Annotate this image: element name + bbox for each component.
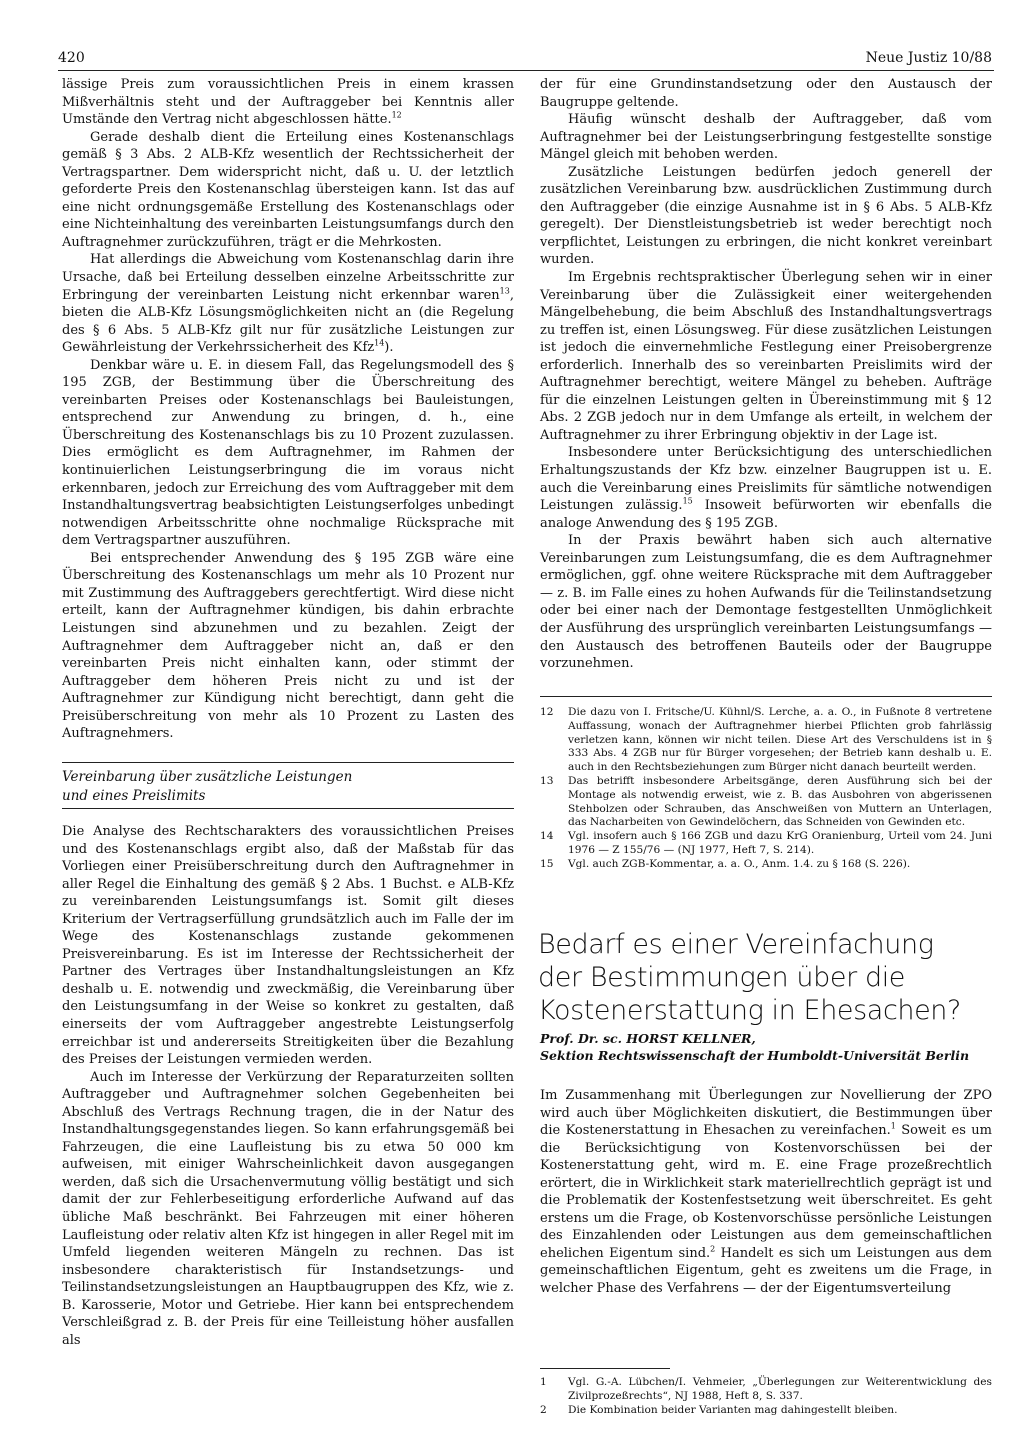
paragraph: Häufig wünscht deshalb der Auftraggeber, daß vom Auftragnehmer bei der Leistungserbringung festgestellte sonstige Mängel gleich mit behoben werden.	[540, 112, 992, 163]
article-body	[540, 1087, 992, 1298]
paragraph: lässige Preis zum voraussichtlichen Preis in einem krassen Mißverhältnis steht und der Auftraggeber bei Kenntnis aller Umstände den Vertrag nicht abgeschlossen hätte.$^{12}$	[62, 77, 514, 128]
journal-issue: Neue Justiz 10/88	[865, 50, 992, 66]
article-title: Bedarf es einer Vereinfachung der Bestimmungen über die Kostenerstattung in Ehesachen?	[538, 929, 961, 1026]
footnote: 12 Die dazu von I. Fritsche/U. Kühnl/S. Lerche, a. a. O., in Fußnote 8 vertretene Auffassung, wonach der Auftragnehmer hierbei Pflichten grob fahrlässig verletzen kann, können wir nicht teilen. Diese Art des Verschuldens ist in § 333 Abs. 4 ZGB nur für Bürger vorgesehen; der Betrieb kann deshalb u. E. auch in den Rechtsbeziehungen zum Bürger nicht danach beurteilt werden.	[540, 706, 992, 774]
paragraph: der für eine Grundinstandsetzung oder den Austausch der Baugruppe geltende.	[540, 77, 992, 110]
footnote: 15 Vgl. auch ZGB-Kommentar, a. a. O., Anm. 1.4. zu § 168 (S. 226).	[540, 857, 911, 870]
paragraph: Bei entsprechender Anwendung des § 195 ZGB wäre eine Überschreitung des Kostenanschlags um mehr als 10 Prozent nur mit Zustimmung des Auftraggebers gerechtfertigt. Wird diese nicht erteilt, kann der Auftragnehmer kündigen, bis dahin erbrachte Leistungen sind abzunehmen und zu bezahlen. Zeigt der Auftragnehmer dem Auftraggeber nicht an, daß er den vereinbarten Preis nicht einhalten kann, oder stimmt der Auftraggeber dem höheren Preis nicht zu und ist der Auftragnehmer zur Kündigung nicht berechtigt, dann geht die Preisüberschreitung von mehr als 10 Prozent zu Lasten des Auftragnehmers.	[62, 550, 514, 742]
footnote-ref: 15	[682, 496, 693, 506]
paragraph: Die Analyse des Rechtscharakters des voraussichtlichen Preises und des Kostenanschlags ergibt also, daß der Maßstab für das Vorliegen einer Preisüberschreitung durch den Auftragnehmer in aller Regel die Einhaltung des gemäß § 2 Abs. 1 Buchst. e ALB-Kfz zu vereinbarenden Leistungsumfangs ist. Somit gilt dieses Kriterium der Vertragserfüllung grundsätzlich auch im Falle der im Wege des Kostenanschlags zustande gekommenen Preisvereinbarung. Es ist im Interesse der Rechtssicherheit der Partner des Vertrages über Instandhaltungsleistungen an Kfz deshalb u. E. notwendig und zweckmäßig, die Vereinbarung über den Leistungsumfang in der Weise so konkret zu gestalten, daß einerseits der vom Auftraggeber angestrebte Leistungserfolg erreichbar ist und andererseits Streitigkeiten über die Bezahlung des Preises der Leistungen vermieden werden.	[62, 824, 514, 1068]
footnote-ref: 14	[374, 338, 385, 348]
footnote: 14 Vgl. insofern auch § 166 ZGB und dazu KrG Oranienburg, Urteil vom 24. Juni 1976 — Z 155/76 — (NJ 1977, Heft 7, S. 214).	[540, 830, 992, 856]
paragraph: Im Ergebnis rechtspraktischer Überlegung sehen wir in einer Vereinbarung über die Zulässigkeit einer weitergehenden Mängelbehebung, die beim Abschluß des Instandhaltungsvertrags zu treffen ist, einen Lösungsweg. Für diese zusätzlichen Leistungen ist jedoch die einvernehmliche Festlegung einer Preisobergrenze erforderlich. Innerhalb des so vereinbarten Preislimits wird der Auftragnehmer berechtigt, weitere Mängel zu beheben. Aufträge für die einzelnen Leistungen gelten in Übereinstimmung mit § 12 Abs. 2 ZGB jedoch nur in dem Umfange als erteilt, in welchem der Auftragnehmer zu ihrer Erbringung objektiv in der Lage ist.	[540, 270, 992, 443]
footnote-ref: 2	[710, 1244, 716, 1254]
footnotes-bottom	[540, 1376, 992, 1417]
paragraph: Gerade deshalb dient die Erteilung eines Kostenanschlags gemäß § 3 Abs. 2 ALB-Kfz wesentlich der Rechtssicherheit der Vertragspartner. Dem widerspricht nicht, daß u. U. der letztlich geforderte Preis den Kostenanschlag übersteigen kann. Ist das auf eine nicht ordnungsgemäße Erstellung des Kostenanschlags oder eine Nichteinhaltung des vereinbarten Leistungsumfangs durch den Auftragnehmer zurückzuführen, trägt er die Mehrkosten.	[62, 129, 514, 250]
footnote-ref: 1	[890, 1121, 896, 1131]
paragraph: Insbesondere unter Berücksichtigung des unterschiedlichen Erhaltungszustands der Kfz bzw. einzelner Baugruppen ist u. E. auch die Vereinbarung eines Preislimits für sämtliche notwendigen Leistungen zulässig.$^{15}$ Insoweit befürworten wir ebenfalls die analoge Anwendung des § 195 ZGB.	[540, 445, 993, 531]
footnote-ref: 13	[499, 286, 510, 296]
footnote: 2 Die Kombination beider Varianten mag dahingestellt bleiben.	[540, 1403, 898, 1416]
paragraph: Zusätzliche Leistungen bedürfen jedoch generell der zusätzlichen Vereinbarung bzw. ausdrücklichen Zustimmung durch den Auftraggeber (die einzige Ausnahme ist in § 6 Abs. 5 ALB-Kfz geregelt). Der Dienstleistungsbetrieb ist weder berechtigt noch verpflichtet, Leistungen zu erbringen, die nicht konkret vereinbart wurden.	[540, 164, 992, 268]
footnote-rule	[540, 696, 992, 697]
paragraph: Denkbar wäre u. E. in diesem Fall, das Regelungsmodell des § 195 ZGB, der Bestimmung über die Überschreitung des vereinbarten Preises oder Kostenanschlags bei Bauleistungen, entsprechend zur Anwendung zu bringen, d. h., eine Überschreitung des Kostenanschlags bis zu 10 Prozent zuzulassen. Dies ermöglicht es dem Auftragnehmer, im Rahmen der kontinuierlichen Leistungserbringung die im voraus nicht erkennbaren, jedoch zur Erreichung des vom Auftraggeber mit dem Instandhaltungsvertrag beabsichtigten Leistungserfolges unbedingt notwendigen Arbeitsschritte ohne nochmalige Rücksprache mit dem Vertragspartner auszuführen.	[62, 357, 514, 549]
paragraph: Im Zusammenhang mit Überlegungen zur Novellierung der ZPO wird auch über Möglichkeiten diskutiert, die Bestimmungen über die Kostenerstattung in Ehesachen zu vereinfachen.$^1$ Soweit es um die Berücksichtigung von Kostenvorschüssen bei der Kostenerstattung geht, wird m. E. eine Frage prozeßrechtlich erörtert, die in Wirklichkeit stark materiellrechtlich geprägt ist und die Problematik der Kostenfestsetzung weit überschreitet. Es geht erstens um die Frage, ob Kostenvorschüsse persönliche Leistungen des Einzahlenden oder Leistungen aus dem gemeinschaftlichen ehelichen Eigentum sind.$^2$ Handelt es sich um Leistungen aus dem gemeinschaftlichen Eigentum, geht es zweitens um die Frage, in welcher Phase des Verfahrens — der der Eigentumsverteilung	[540, 1088, 992, 1297]
article-author: Prof. Dr. sc. HORST KELLNER, Sektion Rechtswissenschaft der Humboldt-Universität Berlin	[540, 1031, 970, 1063]
footnote-rule-article	[540, 1368, 670, 1369]
paragraph: In der Praxis bewährt haben sich auch alternative Vereinbarungen zum Leistungsumfang, die es dem Auftragnehmer ermöglichen, ggf. ohne weitere Rücksprache mit dem Auftraggeber — z. B. im Falle eines zu hohen Aufwands für die Teilinstandsetzung oder bei einer nach der Demontage festgestellten Unmöglichkeit der Ausführung des ursprünglich vereinbarten Leistungsumfangs — den Austausch des betroffenen Bauteils oder der Baugruppe vorzunehmen.	[540, 533, 992, 672]
left-column-top	[62, 76, 514, 743]
right-column-top	[540, 76, 992, 673]
header-rule	[58, 70, 994, 71]
section-subheading: Vereinbarung über zusätzliche Leistungen und eines Preislimits	[62, 769, 353, 804]
footnotes-top	[540, 706, 992, 872]
footnote: 13 Das betrifft insbesondere Arbeitsgänge, deren Ausführung sich bei der Montage als notwendig erweist, wie z. B. das Ausbohren von abgerissenen Stehbolzen oder Schrauben, das Anschweißen von Muttern an Unterlagen, das Nacharbeiten von Gewindelöchern, das Schneiden von Gewinden etc.	[540, 774, 992, 829]
section-rule-top	[62, 762, 514, 763]
section-rule-bottom	[62, 808, 514, 809]
page-number: 420	[58, 50, 85, 66]
left-column-bottom	[62, 823, 514, 1349]
paragraph: Auch im Interesse der Verkürzung der Reparaturzeiten sollten Auftraggeber und Auftragnehmer solchen Gegebenheiten bei Abschluß des Vertrags Rechnung tragen, die in der Natur des Instandhaltungsgegenstandes liegen. So kann erfahrungsgemäß bei Fahrzeugen, die eine Laufleistung bis zu etwa 50 000 km aufweisen, mit einiger Wahrscheinlichkeit davon ausgegangen werden, daß sich die Ursachenvermutung völlig bestätigt und sich damit der zur Fehlerbeseitigung erforderliche Aufwand auf das übliche Maß beschränkt. Bei Fahrzeugen mit einer höheren Laufleistung oder relativ alten Kfz ist hingegen in aller Regel mit im Umfeld liegenden weiteren Mängeln zu rechnen. Das ist insbesondere charakteristisch für Instandsetzungs- und Teilinstandsetzungsleistungen an Hauptbaugruppen des Kfz, wie z. B. Karosserie, Motor und Getriebe. Hier kann bei entsprechendem Verschleißgrad z. B. der Preis für eine Teilleistung höher ausfallen als	[62, 1069, 514, 1348]
footnote-ref: 12	[391, 110, 402, 120]
footnote: 1 Vgl. G.-A. Lübchen/I. Vehmeier, „Überlegungen zur Weiterentwicklung des Zivilprozeßrechts“, NJ 1988, Heft 8, S. 337.	[540, 1376, 992, 1402]
paragraph: Hat allerdings die Abweichung vom Kostenanschlag darin ihre Ursache, daß bei Erteilung desselben einzelne Arbeitsschritte zur Erbringung der vereinbarten Leistung nicht erkennbar waren$^{13}$, bieten die ALB-Kfz Lösungsmöglichkeiten nicht an (die Regelung des § 6 Abs. 5 ALB-Kfz gilt nur für zusätzliche Leistungen zur Gewährleistung der Verkehrssicherheit des Kfz$^{14}$).	[62, 252, 514, 356]
